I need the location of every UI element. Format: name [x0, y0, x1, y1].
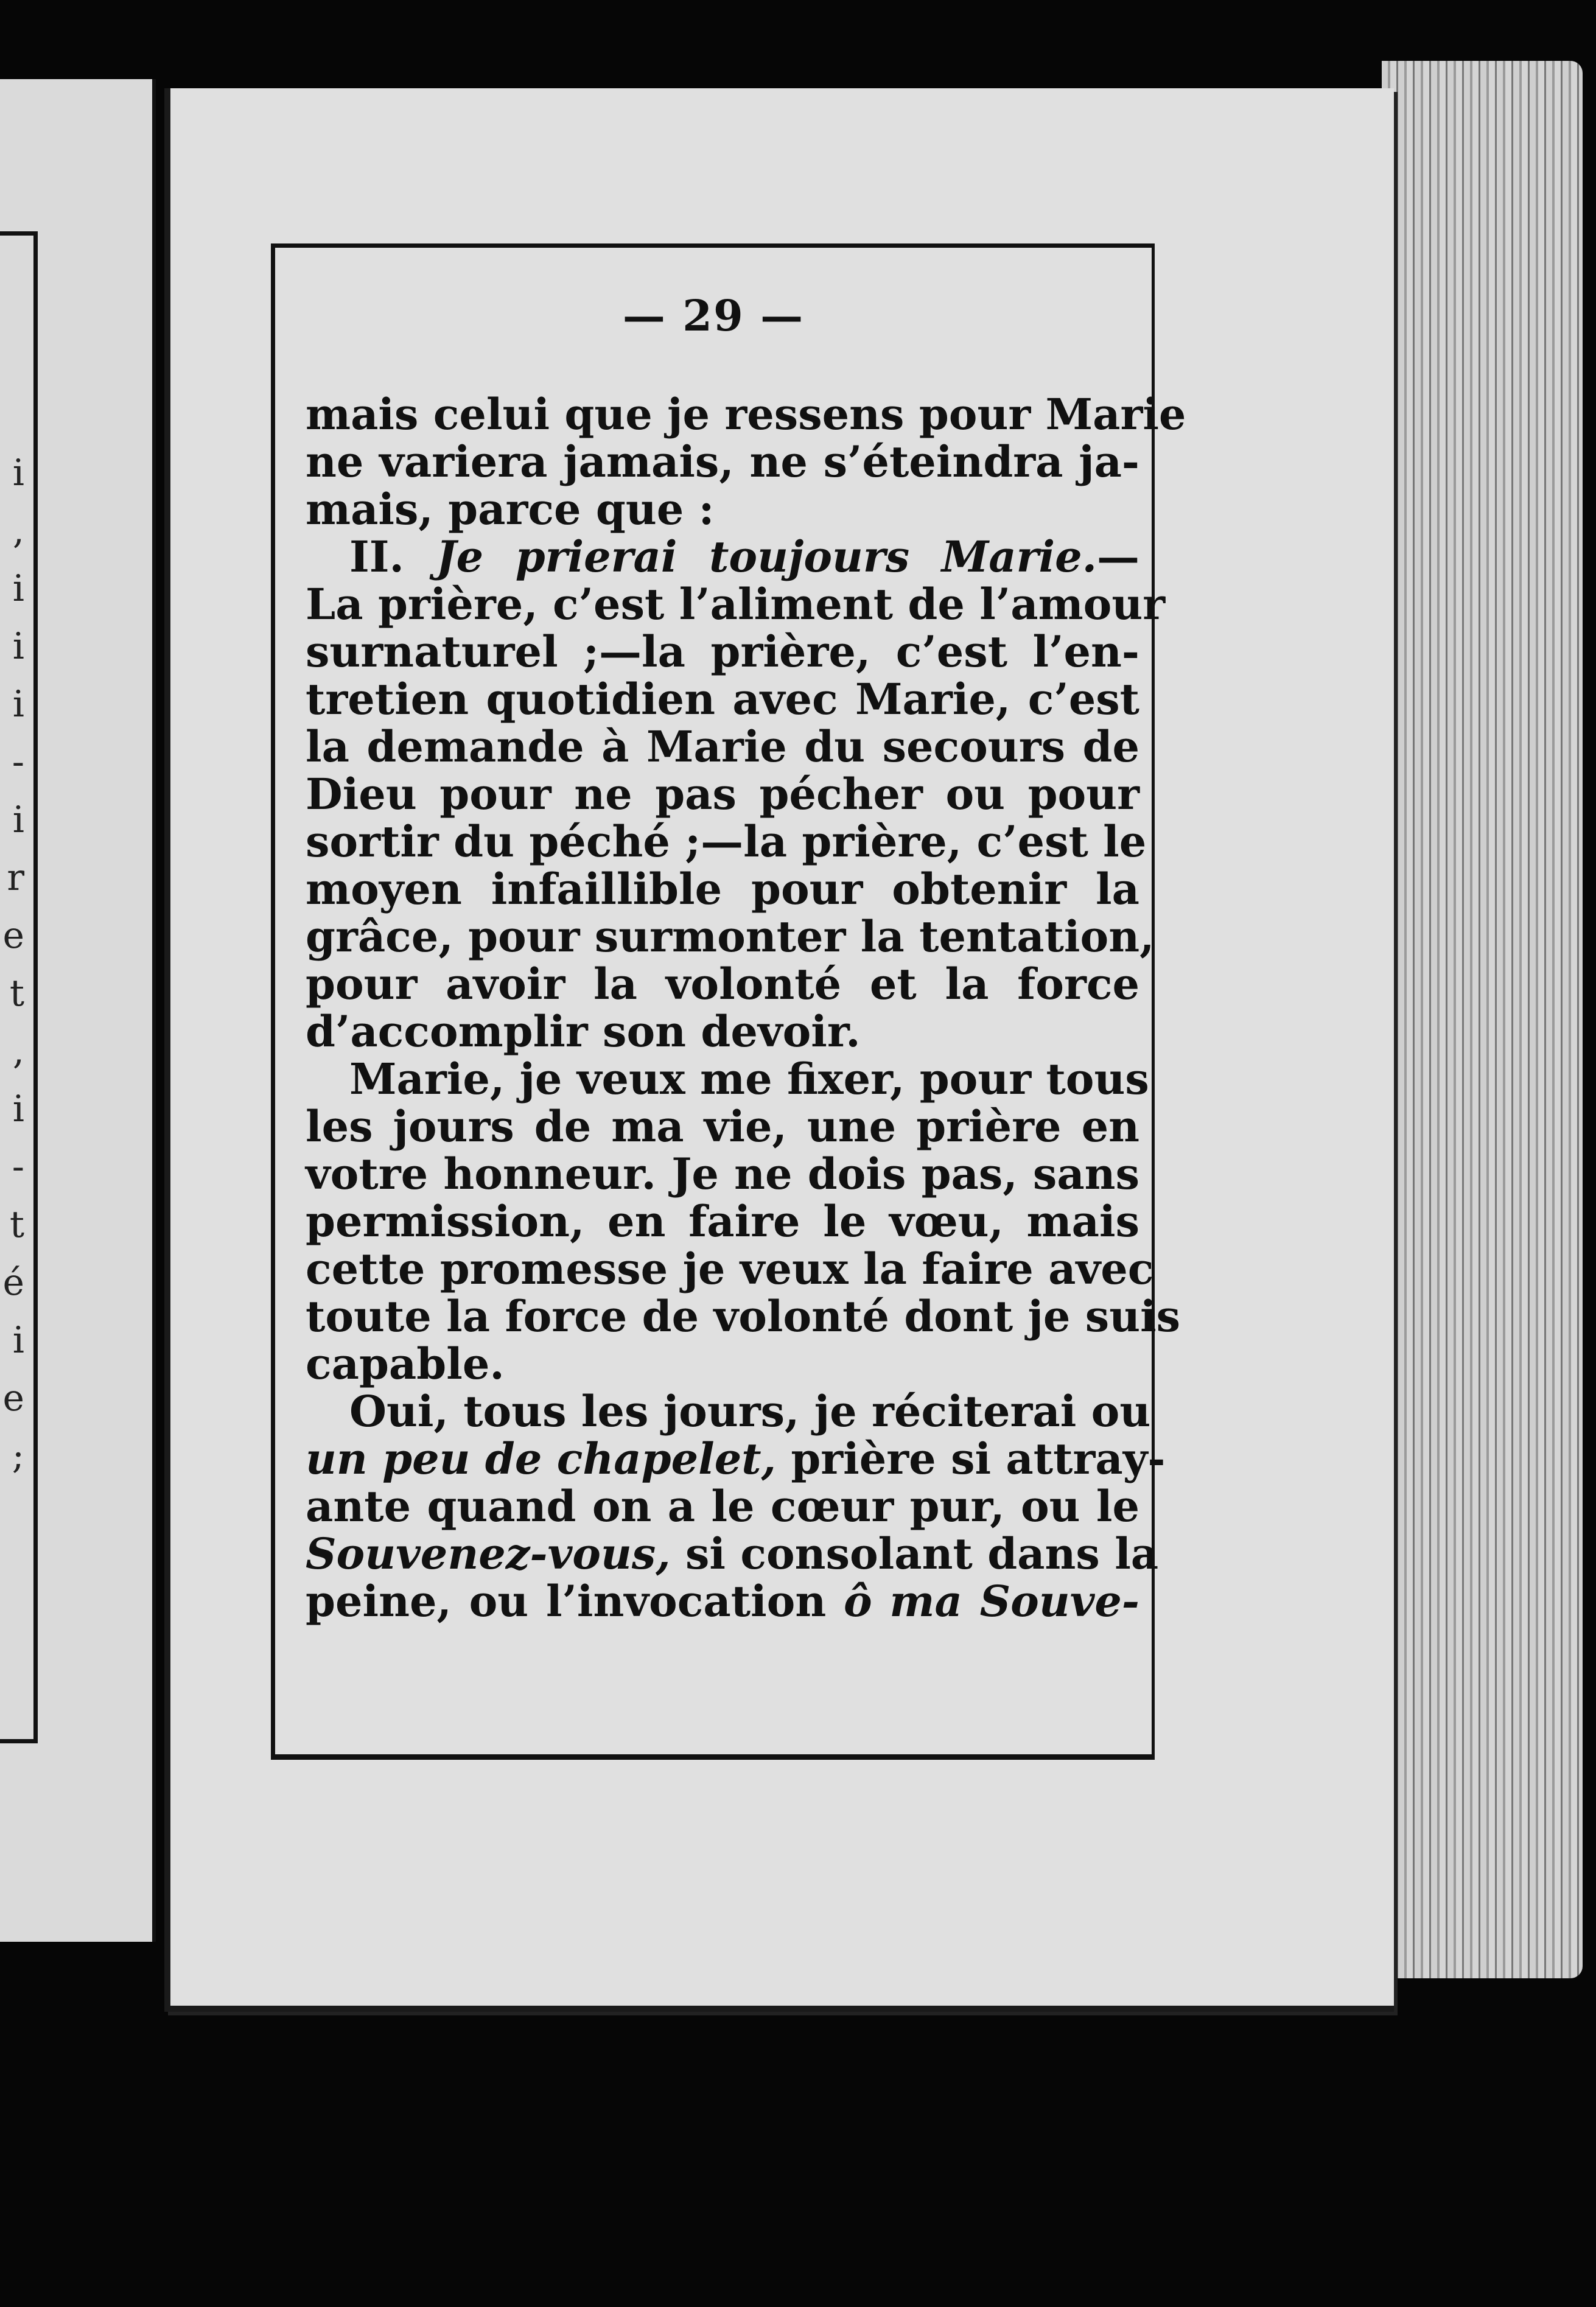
left-fragment: i: [12, 1088, 24, 1130]
text-line: votre honneur. Je ne dois pas, sans: [306, 1149, 1139, 1199]
left-fragment: -: [12, 741, 24, 783]
left-fragment: i: [12, 1319, 24, 1362]
left-fragment: i: [12, 799, 24, 841]
text-line: cette promesse je veux la faire avec: [306, 1244, 1154, 1294]
text-line: mais celui que je ressens pour Marie: [306, 389, 1186, 439]
text-line: capable.: [306, 1339, 505, 1389]
left-fragment: e: [2, 914, 24, 957]
text-line: la demande à Marie du secours de: [306, 721, 1139, 772]
text-line: Oui, tous les jours, je réciterai ou: [349, 1386, 1151, 1437]
left-fragment: e: [2, 1377, 24, 1420]
text-line: sortir du péché ;—la prière, c’est le: [306, 816, 1147, 867]
left-fragment: t: [9, 1203, 24, 1246]
text-line: les jours de ma vie, une prière en: [306, 1101, 1139, 1152]
left-fragment: ,: [12, 509, 24, 552]
text-line: ante quand on a le cœur pur, ou le: [306, 1481, 1139, 1532]
left-page-fragments: [0, 79, 24, 2307]
text-line: ne variera jamais, ne s’éteindra ja-: [306, 436, 1139, 487]
text-line: toute la force de volonté dont je suis: [306, 1291, 1181, 1342]
left-fragment: i: [12, 567, 24, 610]
text-line: moyen infaillible pour obtenir la: [306, 864, 1139, 914]
left-fragment: i: [12, 452, 24, 494]
text-line: Souvenez-vous, si consolant dans la: [306, 1528, 1159, 1579]
body-text: [306, 389, 1186, 1626]
text-line: tretien quotidien avec Marie, c’est: [306, 674, 1139, 724]
left-fragment: i: [12, 683, 24, 726]
text-line: surnaturel ;—la prière, c’est l’en-: [306, 626, 1139, 677]
left-fragment: -: [12, 1146, 24, 1188]
left-fragment: t: [9, 972, 24, 1015]
text-frame: [271, 243, 1186, 1760]
text-line: La prière, c’est l’aliment de l’amour: [306, 579, 1166, 629]
left-fragment: ,: [12, 1030, 24, 1073]
text-line: Marie, je veux me fixer, pour tous: [349, 1054, 1149, 1104]
text-line: grâce, pour surmonter la tentation,: [306, 911, 1155, 962]
left-fragment: ;: [12, 1435, 24, 1477]
text-line: peine, ou l’invocation ô ma Souve-: [306, 1576, 1139, 1626]
left-fragment: é: [2, 1261, 24, 1304]
text-line: Dieu pour ne pas pécher ou pour: [306, 769, 1139, 819]
left-fragment: r: [7, 856, 24, 899]
text-line: un peu de chapelet, prière si attray-: [306, 1434, 1166, 1484]
text-line: permission, en faire le vœu, mais: [306, 1196, 1139, 1247]
text-line: pour avoir la volonté et la force: [306, 959, 1139, 1009]
left-fragment: i: [12, 625, 24, 668]
page-number: — 29 —: [622, 290, 805, 341]
text-line: II. Je prierai toujours Marie.—: [349, 531, 1139, 582]
text-line: mais, parce que :: [306, 484, 715, 534]
text-line: d’accomplir son devoir.: [306, 1006, 861, 1057]
page-edges: [1382, 61, 1583, 1978]
left-page: [0, 79, 156, 1942]
